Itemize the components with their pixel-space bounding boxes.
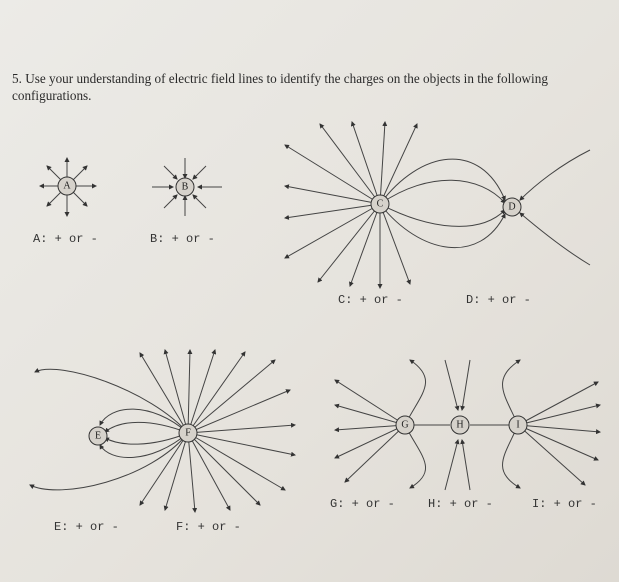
- charge-h-letter: H: [456, 419, 464, 431]
- charge-f-letter: F: [185, 427, 191, 439]
- answer-d: D: + or -: [466, 293, 531, 307]
- answer-a: A: + or -: [33, 232, 98, 246]
- charges-e-f-field-lines: [30, 350, 295, 512]
- charges-c-d-field-lines: [285, 122, 590, 288]
- question-text: 5. Use your understanding of electric field lines to identify the charges on the objects in the following configurations.: [12, 71, 548, 103]
- answer-g: G: + or -: [330, 497, 395, 511]
- charge-d-letter: D: [508, 201, 516, 213]
- answer-c: C: + or -: [338, 293, 403, 307]
- charge-e-letter: E: [94, 430, 102, 442]
- charge-b-letter: B: [181, 181, 189, 193]
- charge-a-letter: A: [63, 180, 71, 192]
- answer-f: F: + or -: [176, 520, 241, 534]
- answer-b: B: + or -: [150, 232, 215, 246]
- charge-c-letter: C: [376, 198, 384, 210]
- answer-i: I: + or -: [532, 497, 597, 511]
- charge-i-letter: I: [516, 419, 520, 431]
- charge-g-letter: G: [401, 419, 409, 431]
- answer-e: E: + or -: [54, 520, 119, 534]
- answer-h: H: + or -: [428, 497, 493, 511]
